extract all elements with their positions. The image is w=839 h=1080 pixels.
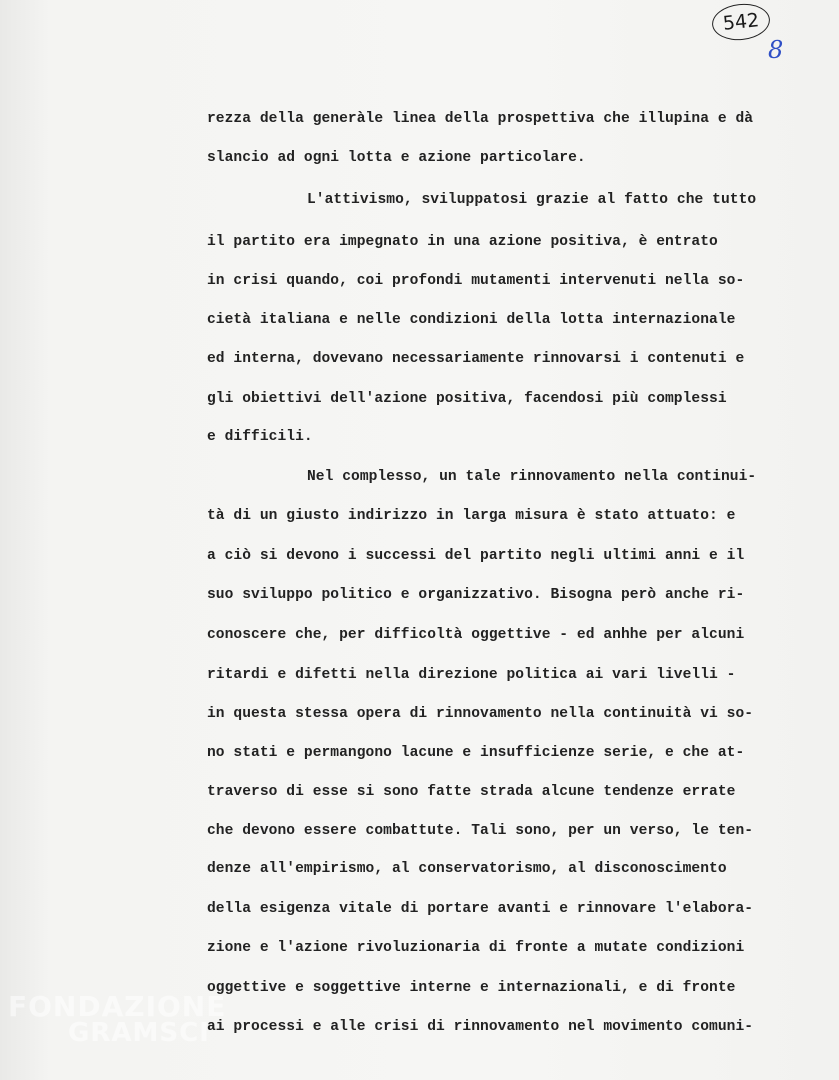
text-line: ed interna, dovevano necessariamente rinnovarsi i contenuti e: [207, 351, 745, 367]
text-line: slancio ad ogni lotta e azione particolare.: [207, 150, 586, 166]
text-line: Nel complesso, un tale rinnovamento nella continui-: [307, 469, 757, 485]
text-line: rezza della generàle linea della prospettiva che illupina e dà: [207, 111, 754, 127]
text-line: L'attivismo, sviluppatosi grazie al fatto che tutto: [307, 192, 757, 208]
text-line: tà di un giusto indirizzo in larga misura è stato attuato: e: [207, 508, 736, 524]
watermark-line-2: GRAMSCI: [68, 1018, 210, 1048]
text-line: in crisi quando, coi profondi mutamenti intervenuti nella so-: [207, 273, 745, 289]
text-line: denze all'empirismo, al conservatorismo, al disconoscimento: [207, 861, 727, 877]
watermark-line-1: FONDAZIONE: [8, 990, 227, 1023]
text-line: no stati e permangono lacune e insufficienze serie, e che at-: [207, 745, 745, 761]
text-line: a ciò si devono i successi del partito negli ultimi anni e il: [207, 548, 745, 564]
text-line: della esigenza vitale di portare avanti e rinnovare l'elabora-: [207, 901, 754, 917]
text-line: suo sviluppo politico e organizzativo. Bisogna però anche ri-: [207, 587, 745, 603]
text-line: ritardi e difetti nella direzione politica ai vari livelli -: [207, 667, 736, 683]
handwritten-folio-number: 8: [768, 36, 784, 64]
text-line: zione e l'azione rivoluzionaria di fronte a mutate condizioni: [207, 940, 745, 956]
text-line: ai processi e alle crisi di rinnovamento nel movimento comuni-: [207, 1019, 754, 1035]
text-line: cietà italiana e nelle condizioni della lotta internazionale: [207, 312, 736, 328]
text-line: il partito era impegnato in una azione positiva, è entrato: [207, 234, 718, 250]
fondazione-gramsci-watermark: [8, 990, 227, 1070]
text-line: traverso di esse si sono fatte strada alcune tendenze errate: [207, 784, 736, 800]
text-line: conoscere che, per difficoltà oggettive - ed anhhe per alcuni: [207, 627, 745, 643]
text-line: in questa stessa opera di rinnovamento nella continuità vi so-: [207, 706, 754, 722]
text-line: e difficili.: [207, 429, 313, 445]
text-line: che devono essere combattute. Tali sono, per un verso, le ten-: [207, 823, 754, 839]
text-line: oggettive e soggettive interne e internazionali, e di fronte: [207, 980, 736, 996]
page-number-stamp: 542: [710, 1, 771, 43]
text-line: gli obiettivi dell'azione positiva, facendosi più complessi: [207, 391, 727, 407]
